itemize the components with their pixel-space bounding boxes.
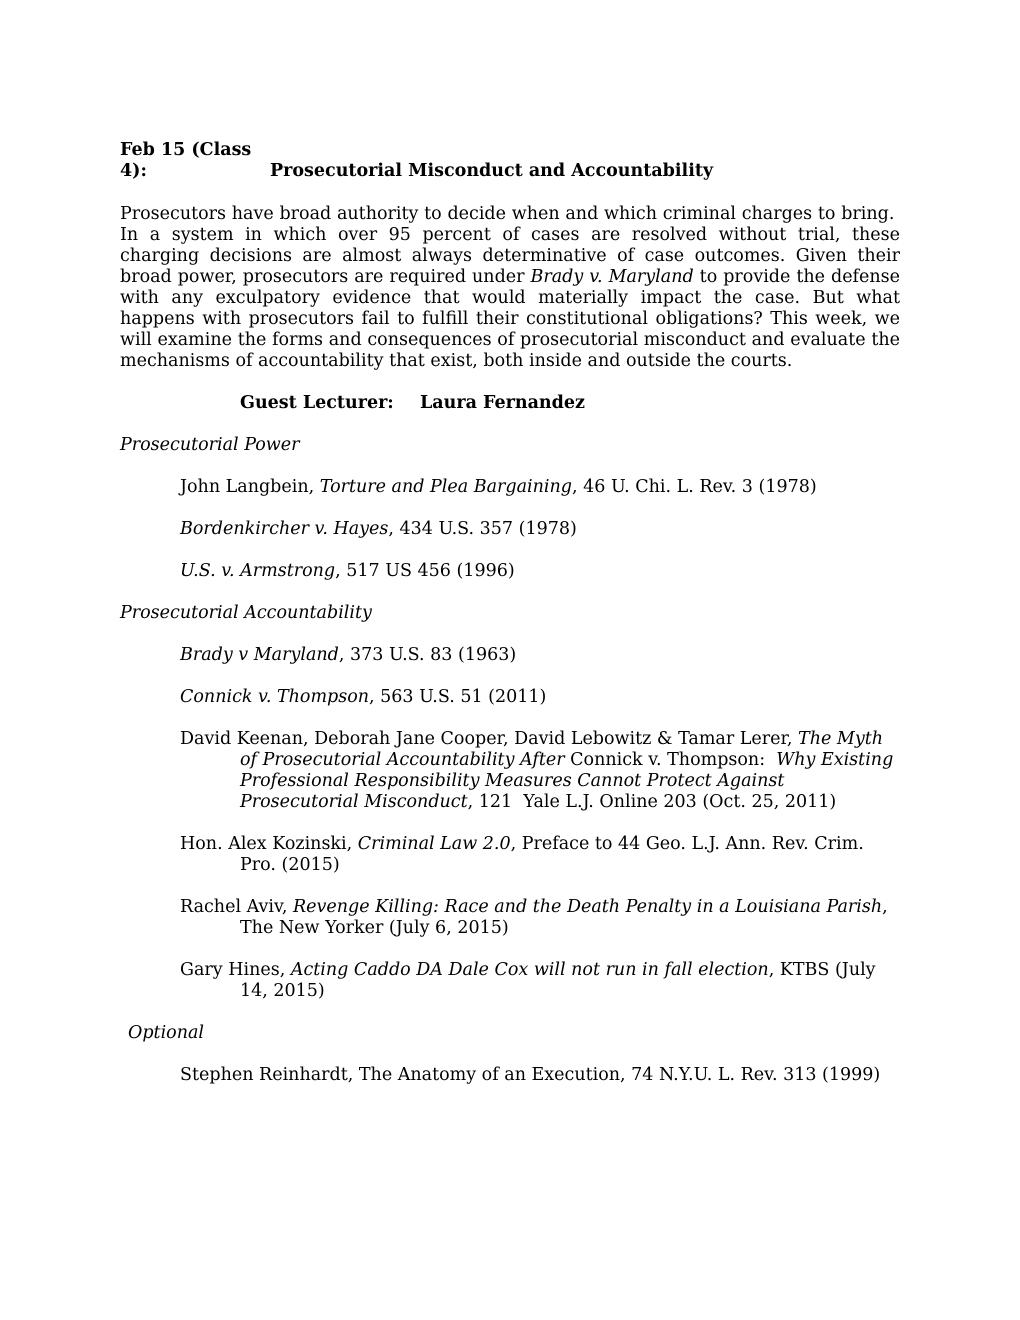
text-run: , Preface to 44 Geo. L.J. Ann. Rev. Crim. Pro. (2015) xyxy=(240,834,864,875)
italic-text-run: Why Existing Professional Responsibility Measures Cannot Protect Against Prosecutorial Misconduct xyxy=(240,750,894,812)
text-run: David Keenan, Deborah Jane Cooper, David Lebowitz & Tamar Lerer, xyxy=(180,729,799,749)
text-run: , The New Yorker (July 6, 2015) xyxy=(240,897,888,938)
class-session-title xyxy=(120,140,900,182)
text-run: , 563 U.S. 51 (2011) xyxy=(369,687,547,707)
citation xyxy=(120,897,900,939)
text-run: , 121 Yale L.J. Online 203 (Oct. 25, 2011) xyxy=(467,792,837,812)
section-heading-prosecutorial-accountability: Prosecutorial Accountability xyxy=(120,603,372,623)
text-run: , KTBS (July 14, 2015) xyxy=(240,960,876,1001)
citation xyxy=(120,687,900,708)
text-run: Gary Hines, xyxy=(180,960,291,980)
guest-lecturer-label: Guest Lecturer: xyxy=(240,393,394,413)
text-run: , 373 U.S. 83 (1963) xyxy=(338,645,517,665)
italic-text-run: Revenge Killing: Race and the Death Penalty in a Louisiana Parish xyxy=(292,897,883,917)
citation xyxy=(120,834,900,876)
text-run: , 46 U. Chi. L. Rev. 3 (1978) xyxy=(571,477,817,497)
italic-text-run: Connick v. Thompson xyxy=(180,687,370,707)
citation xyxy=(120,477,900,498)
italic-text-run: Brady v Maryland xyxy=(180,645,339,665)
intro-paragraph xyxy=(120,204,900,372)
text-run: Connick v. Thompson: xyxy=(570,750,777,770)
text-run: , 517 US 456 (1996) xyxy=(335,561,515,581)
italic-text-run: Criminal Law 2.0 xyxy=(357,834,511,854)
text-run: Rachel Aviv, xyxy=(180,897,293,917)
section-heading-optional: Optional xyxy=(128,1023,205,1043)
citation xyxy=(120,1065,900,1086)
italic-text-run: The Myth of Prosecutorial Accountability After xyxy=(240,729,884,770)
text-run: Prosecutors have broad authority to decide when and which criminal charges to bring. In a system in which over 95 percent of cases are resolved without trial, these charging decisions are almost always determinative of case outcomes. Given their broad power, prosecutors are required under xyxy=(120,204,900,287)
class-topic: Prosecutorial Misconduct and Accountability xyxy=(270,161,714,181)
citation xyxy=(120,519,900,540)
guest-lecturer-line xyxy=(240,393,900,414)
guest-lecturer-name: Laura Fernandez xyxy=(420,393,585,413)
italic-text-run: Torture and Plea Bargaining xyxy=(319,477,572,497)
text-run: John Langbein, xyxy=(180,477,320,497)
text-run: to provide the defense with any exculpatory evidence that would materially impact the case. But what happens with prosecutors fail to fulfill their constitutional obligations? This week, we will examine the forms and consequences of prosecutorial misconduct and evaluate the mechanisms of accountability that exist, both inside and outside the courts. xyxy=(120,267,900,371)
citation xyxy=(120,729,900,813)
class-date-label: Feb 15 (Class 4): xyxy=(120,140,252,181)
italic-text-run: Bordenkircher v. Hayes xyxy=(180,519,389,539)
section-heading-prosecutorial-power: Prosecutorial Power xyxy=(120,435,300,455)
italic-text-run: Brady v. Maryland xyxy=(530,267,694,287)
italic-text-run: U.S. v. Armstrong xyxy=(180,561,336,581)
text-run: Stephen Reinhardt, The Anatomy of an Execution, 74 N.Y.U. L. Rev. 313 (1999) xyxy=(180,1065,881,1085)
text-run: , 434 U.S. 357 (1978) xyxy=(388,519,577,539)
citation xyxy=(120,645,900,666)
citation xyxy=(120,561,900,582)
reading-sections xyxy=(120,435,900,1086)
text-run: Hon. Alex Kozinski, xyxy=(180,834,358,854)
italic-text-run: Acting Caddo DA Dale Cox will not run in fall election xyxy=(290,960,769,980)
citation xyxy=(120,960,900,1002)
